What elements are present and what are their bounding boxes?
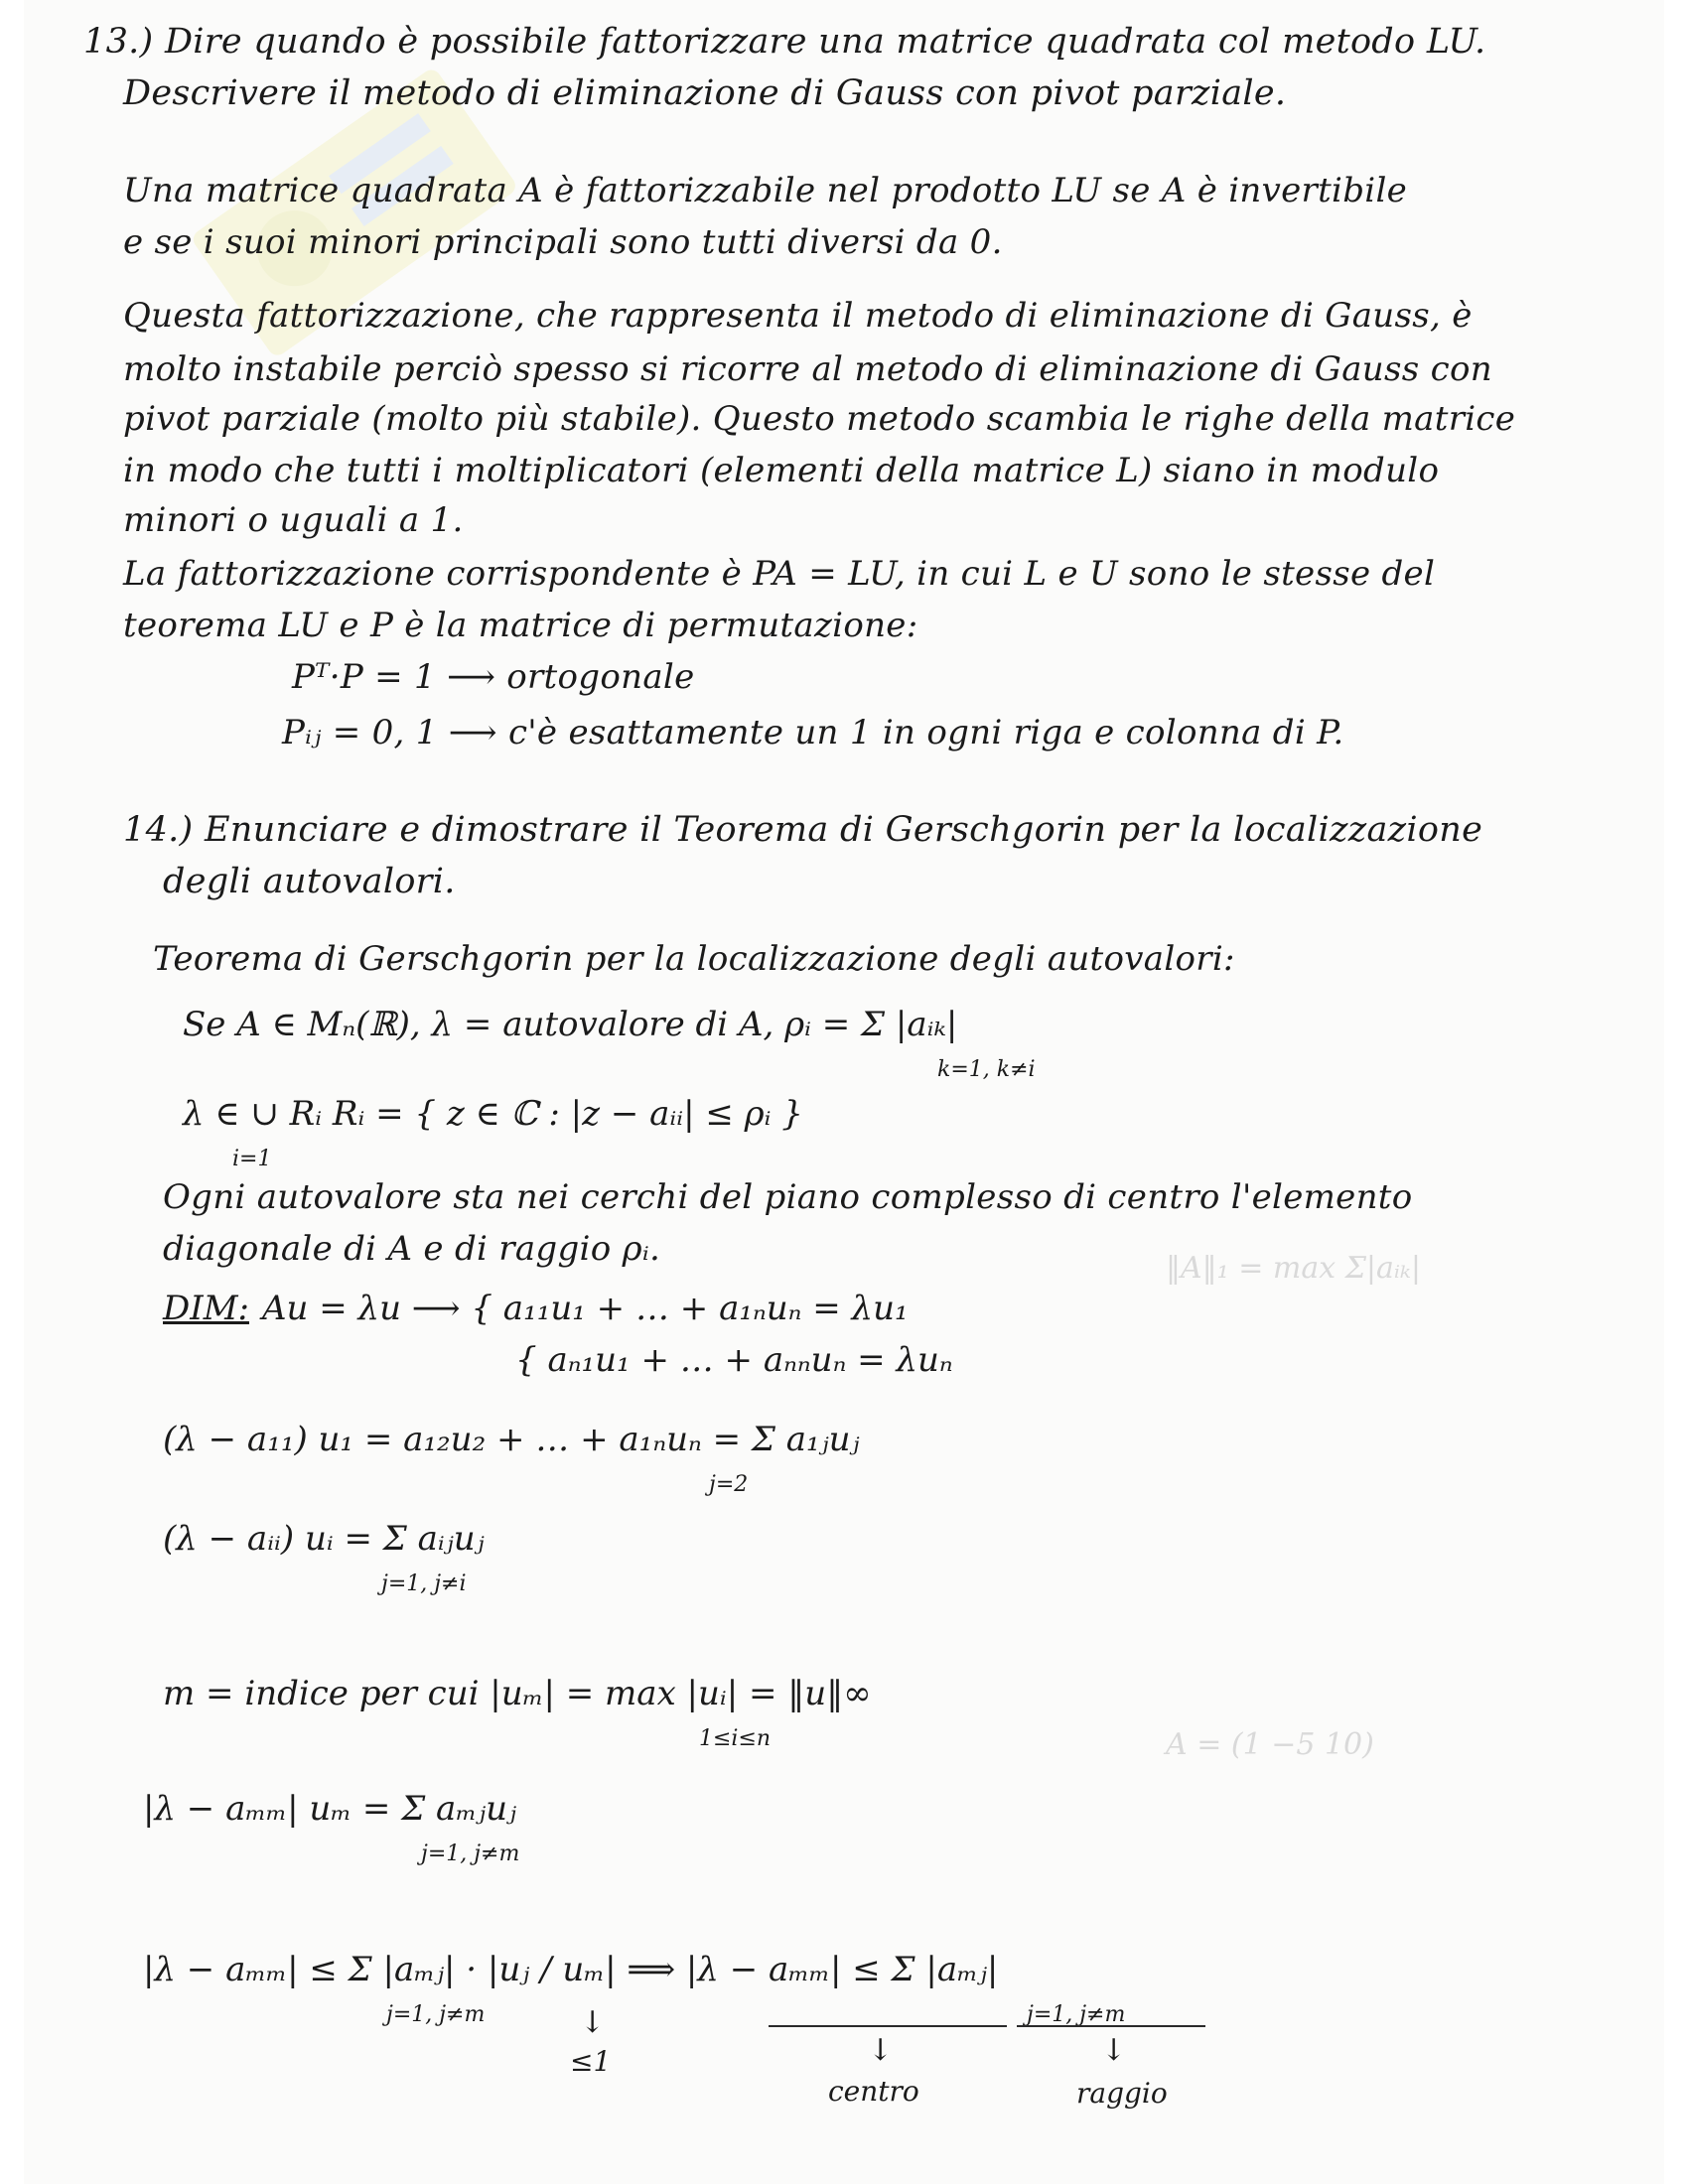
bound-note: ≤1 — [570, 2045, 612, 2078]
proof-inequality: |λ − aₘₘ| ≤ Σ |aₘⱼ| · |uⱼ / uₘ| ⟹ |λ − aₘₘ| ≤ Σ |aₘⱼ| — [143, 1950, 999, 1989]
q13-paragraph-line: molto instabile perciò spesso si ricorre al metodo di eliminazione di Gauss con — [123, 349, 1492, 389]
q13-paragraph-line: Una matrice quadrata A è fattorizzabile nel prodotto LU se A è invertibile — [123, 171, 1408, 210]
q13-paragraph-line: e se i suoi minori principali sono tutti diversi da 0. — [123, 222, 1003, 262]
proof-system-row: { aₙ₁u₁ + … + aₙₙuₙ = λuₙ — [515, 1340, 953, 1380]
proof-equation: (λ − a₁₁) u₁ = a₁₂u₂ + … + a₁ₙuₙ = Σ a₁ⱼuⱼ — [163, 1420, 860, 1459]
q13-paragraph-line: in modo che tutti i moltiplicatori (elementi della matrice L) siano in modulo — [123, 451, 1440, 490]
q13-formula-line: Pᵀ·P = 1 ⟶ ortogonale — [292, 657, 695, 697]
q13-paragraph-line: teorema LU e P è la matrice di permutazione: — [123, 606, 918, 645]
raggio-label: raggio — [1076, 2077, 1168, 2110]
sum-subscript: j=1, j≠m — [386, 2002, 486, 2027]
bleed-through-text: ‖A‖₁ = max Σ|aᵢₖ| — [1166, 1251, 1421, 1286]
q13-paragraph-line: Questa fattorizzazione, che rappresenta il metodo di eliminazione di Gauss, è — [123, 296, 1473, 336]
q13-paragraph-line: La fattorizzazione corrispondente è PA = LU, in cui L e U sono le stesse del — [123, 554, 1436, 594]
theorem-union: λ ∈ ∪ Rᵢ Rᵢ = { z ∈ ℂ : |z − aᵢᵢ| ≤ ρᵢ } — [183, 1094, 803, 1134]
arrow-down-icon: ↓ — [580, 2005, 606, 2040]
theorem-title: Teorema di Gerschgorin per la localizzazione degli autovalori: — [153, 939, 1235, 979]
sum-subscript: j=1, j≠i — [381, 1571, 467, 1596]
q13-paragraph-line: minori o uguali a 1. — [123, 500, 464, 540]
union-subscript: i=1 — [232, 1147, 272, 1171]
proof-equation: |λ − aₘₘ| uₘ = Σ aₘⱼuⱼ — [143, 1789, 517, 1829]
theorem-explanation: Ogni autovalore sta nei cerchi del piano complesso di centro l'elemento — [163, 1177, 1413, 1217]
theorem-explanation: diagonale di A e di raggio ρᵢ. — [163, 1229, 661, 1269]
sum-subscript: j=1, j≠m — [421, 1842, 520, 1866]
q13-title-cont: Descrivere il metodo di eliminazione di Gauss con pivot parziale. — [123, 73, 1287, 113]
underbrace-centro — [769, 2025, 1007, 2027]
proof-equation: m = indice per cui |uₘ| = max |uᵢ| = ‖u‖∞ — [163, 1674, 872, 1713]
max-subscript: 1≤i≤n — [699, 1726, 772, 1751]
proof-equation: (λ − aᵢᵢ) uᵢ = Σ aᵢⱼuⱼ — [163, 1519, 485, 1559]
bleed-through-text: A = (1 −5 10) — [1166, 1727, 1374, 1762]
centro-label: centro — [828, 2075, 919, 2108]
sum-subscript: k=1, k≠i — [937, 1057, 1036, 1082]
theorem-statement: Se A ∈ Mₙ(ℝ), λ = autovalore di A, ρᵢ = Σ |aᵢₖ| — [183, 1005, 958, 1044]
arrow-down-icon: ↓ — [868, 2033, 894, 2068]
q14-title: 14.) Enunciare e dimostrare il Teorema di Gerschgorin per la localizzazione — [123, 810, 1483, 850]
sum-subscript: j=1, j≠m — [1027, 2002, 1126, 2027]
underbrace-raggio — [1017, 2025, 1205, 2027]
arrow-down-icon: ↓ — [1101, 2033, 1127, 2068]
q14-title-cont: degli autovalori. — [163, 862, 456, 901]
q13-paragraph-line: pivot parziale (molto più stabile). Questo metodo scambia le righe della matrice — [123, 399, 1516, 439]
sum-subscript: j=2 — [709, 1472, 749, 1497]
q13-formula-line: Pᵢⱼ = 0, 1 ⟶ c'è esattamente un 1 in ogni riga e colonna di P. — [282, 713, 1344, 752]
proof-label: DIM: — [163, 1289, 249, 1328]
q13-title: 13.) Dire quando è possibile fattorizzare una matrice quadrata col metodo LU. — [83, 22, 1486, 62]
proof-system-row: Au = λu ⟶ { a₁₁u₁ + … + a₁ₙuₙ = λu₁ — [262, 1289, 909, 1328]
notes-page — [24, 0, 1664, 2184]
